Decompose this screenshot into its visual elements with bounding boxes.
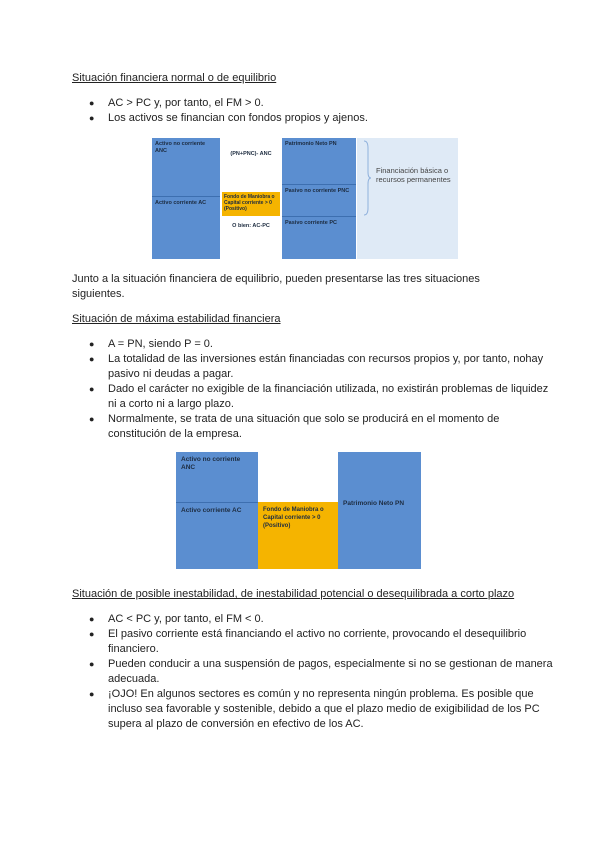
block-patrimonio-neto: Patrimonio Neto PN	[338, 452, 421, 569]
label-ac-pc: O bien: AC-PC	[220, 220, 282, 250]
block-pasivo-corriente: Pasivo corriente PC	[282, 216, 356, 259]
block-activo-corriente: Activo corriente AC	[152, 196, 220, 259]
intro-paragraph: Junto a la situación financiera de equilibrio, pueden presentarse las tres situaciones siguientes.	[72, 273, 480, 300]
brace-icon	[362, 140, 372, 216]
block-pasivo-no-corriente: Pasivo no corriente PNC	[282, 184, 356, 216]
list-item: ● La totalidad de las inversiones están financiadas con recursos propios y, por tanto, nohay pasivo ni deudas a pagar.	[108, 352, 558, 382]
list-equilibrio	[72, 96, 558, 126]
heading-inestabilidad: Situación de posible inestabilidad, de inestabilidad potencial o desequilibrada a corto plazo	[72, 588, 515, 600]
heading-maxima-estabilidad: Situación de máxima estabilidad financiera	[72, 313, 281, 325]
list-item: ● Normalmente, se trata de una situación que solo se producirá en el momento de constitución de la empresa.	[108, 412, 558, 442]
block-activo-no-corriente: Activo no corriente ANC	[152, 138, 220, 196]
list-item: ● A = PN, siendo P = 0.	[108, 337, 558, 352]
diagram-maxima-estabilidad	[176, 452, 421, 569]
list-inestabilidad	[72, 612, 558, 732]
block-activo-no-corriente: Activo no corriente ANC	[176, 452, 258, 502]
list-item: ● Pueden conducir a una suspensión de pagos, especialmente si no se gestionan de manera adecuada.	[108, 657, 558, 687]
diagram-background	[357, 138, 458, 259]
list-maxima-estabilidad	[72, 337, 558, 442]
block-fondo-maniobra: Fondo de Maniobra o Capital corriente > 0 (Positivo)	[258, 502, 338, 569]
block-activo-corriente: Activo corriente AC	[176, 502, 258, 569]
block-patrimonio-neto: Patrimonio Neto PN	[282, 138, 356, 184]
list-item: ● Los activos se financian con fondos propios y ajenos.	[108, 111, 558, 126]
label-pn-pnc-anc: (PN+PNC)- ANC	[220, 148, 282, 188]
heading-equilibrio: Situación financiera normal o de equilibrio	[72, 72, 277, 84]
list-item: ● AC > PC y, por tanto, el FM > 0.	[108, 96, 558, 111]
list-item: ● AC < PC y, por tanto, el FM < 0.	[108, 612, 558, 627]
label-financiacion-basica: Financiación básica o recursos permanentes	[376, 166, 451, 184]
block-fondo-maniobra: Fondo de Maniobra o Capital corriente > 0 (Positivo)	[222, 192, 280, 216]
list-item: ● Dado el carácter no exigible de la financiación utilizada, no existirán problemas de liquidez ni a corto ni a largo plazo.	[108, 382, 558, 412]
diagram-equilibrio	[152, 138, 458, 259]
list-item: ● ¡OJO! En algunos sectores es común y no representa ningún problema. Es posible que incluso sea favorable y sostenible, debido a que el plazo medio de exigibilidad de los PC supera al plazo de conversión en efectivo de los AC.	[108, 687, 558, 732]
list-item: ● El pasivo corriente está financiando el activo no corriente, provocando el desequilibrio financiero.	[108, 627, 558, 657]
